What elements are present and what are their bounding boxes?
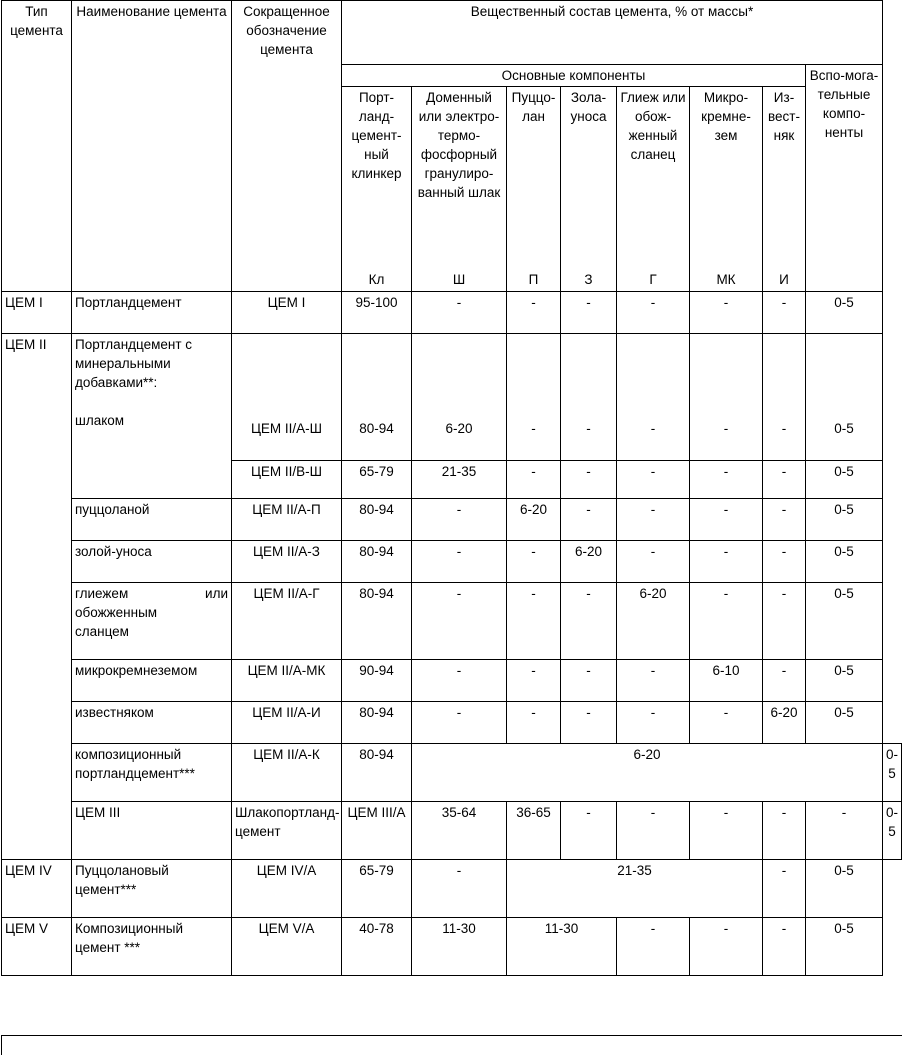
header-pozzolan [507, 87, 561, 292]
cell-kl: 80-94 [342, 334, 412, 461]
cell-name-slag: шлаком [75, 413, 125, 428]
cell-merged: 11-30 [507, 918, 617, 976]
cell-kl: 95-100 [342, 292, 412, 334]
cell-aux: 0-5 [883, 802, 902, 860]
symbol-clinker: Кл [368, 272, 385, 287]
table-row [2, 541, 902, 583]
header-name: Наименование цемента [72, 1, 232, 292]
cell-abbr: ЦЕМ II/А-Г [232, 583, 342, 660]
header-main-components: Основные компоненты [342, 65, 806, 87]
cell-kl: 90-94 [342, 660, 412, 702]
cell-aux: 0-5 [806, 660, 883, 702]
header-slag-label: Доменный или электро-термо-фосфорный гранулиро-ванный шлак [417, 90, 501, 200]
cell-type: ЦЕМ V [2, 918, 72, 976]
cell-type: ЦЕМ I [2, 292, 72, 334]
cell-name: Пуццолановый цемент*** [72, 860, 232, 918]
cell-kl: 80-94 [342, 499, 412, 541]
header-row [2, 1, 902, 65]
cell-aux: 0-5 [806, 292, 883, 334]
cell-kl: 80-94 [342, 744, 412, 802]
cell-abbr: ЦЕМ V/А [232, 918, 342, 976]
header-composition: Вещественный состав цемента, % от массы* [342, 1, 883, 65]
table-row [2, 660, 902, 702]
symbol-shale: Г [649, 272, 657, 287]
cell-aux: 0-5 [806, 702, 883, 744]
cell-sh: - [412, 499, 507, 541]
cell-name: Портландцемент [72, 292, 232, 334]
cell-z: - [617, 802, 690, 860]
cell-mk: - [690, 461, 763, 499]
cell-z: - [561, 334, 617, 461]
cell-kl: 65-79 [342, 860, 412, 918]
cell-merged: 6-20 [412, 744, 883, 802]
cell-z: 6-20 [561, 541, 617, 583]
cell-sh: 11-30 [412, 918, 507, 976]
header-limestone-label: Из-вест-няк [768, 90, 800, 143]
header-slag [412, 87, 507, 292]
cell-g: - [617, 660, 690, 702]
symbol-microsilica: МК [716, 272, 736, 287]
cell-sh: - [412, 583, 507, 660]
cell-aux: 0-5 [806, 583, 883, 660]
header-auxiliary-label: Вспо-мога-тельные компо-ненты [809, 68, 879, 140]
footnote-area-border [1, 1035, 902, 1055]
cell-kl: 80-94 [342, 541, 412, 583]
cell-mk: - [690, 541, 763, 583]
cell-p: - [507, 334, 561, 461]
cell-abbr: ЦЕМ I [232, 292, 342, 334]
cell-type: ЦЕМ III [72, 802, 232, 860]
cell-z: - [561, 660, 617, 702]
cell-name: микрокремнеземом [72, 660, 232, 702]
cell-i: - [763, 292, 806, 334]
header-clinker-label: Порт-ланд-цемент-ный клинкер [351, 90, 402, 181]
header-pozzolan-label: Пуццо-лан [511, 90, 556, 124]
header-abbr: Сокращенное обозначение цемента [232, 1, 342, 292]
header-limestone [763, 87, 806, 292]
cell-type: ЦЕМ IV [2, 860, 72, 918]
header-flyash [561, 87, 617, 292]
cell-name: Композиционный цемент *** [72, 918, 232, 976]
cement-composition-table [1, 0, 902, 976]
cell-type: ЦЕМ II [2, 334, 72, 860]
cell-i: - [763, 918, 806, 976]
cell-kl: 35-64 [412, 802, 507, 860]
cell-name: Шлакопортланд-цемент [232, 802, 342, 860]
cell-sh: 6-20 [412, 334, 507, 461]
cell-g: - [617, 461, 690, 499]
cell-i: - [763, 334, 806, 461]
cell-kl: 65-79 [342, 461, 412, 499]
cell-z: - [561, 292, 617, 334]
cell-name: золой-уноса [72, 541, 232, 583]
cell-g: - [617, 334, 690, 461]
cell-i: - [806, 802, 883, 860]
cell-abbr: ЦЕМ II/А-П [232, 499, 342, 541]
cell-abbr: ЦЕМ II/А-З [232, 541, 342, 583]
table-row [2, 802, 902, 860]
cell-i: - [763, 660, 806, 702]
cell-sh: - [412, 702, 507, 744]
table-row [2, 334, 902, 461]
header-type: Тип цемента [2, 1, 72, 292]
cell-mk: 6-10 [690, 660, 763, 702]
cell-p: - [561, 802, 617, 860]
cell-abbr: ЦЕМ II/В-Ш [232, 461, 342, 499]
cell-aux: 0-5 [883, 744, 902, 802]
cell-sh: 36-65 [507, 802, 561, 860]
header-flyash-label: Зола-уноса [570, 90, 607, 124]
cell-z: - [561, 499, 617, 541]
cell-mk: - [690, 583, 763, 660]
symbol-slag: Ш [452, 272, 466, 287]
cell-sh: - [412, 860, 507, 918]
cell-abbr: ЦЕМ II/А-К [232, 744, 342, 802]
cem2-intro: Портландцемент с минеральными добавками**: [75, 337, 193, 390]
cell-abbr: ЦЕМ II/А-МК [232, 660, 342, 702]
symbol-pozzolan: П [528, 272, 539, 287]
cell-z: - [561, 583, 617, 660]
table-row [2, 292, 902, 334]
cell-mk: - [690, 918, 763, 976]
cell-name: известняком [72, 702, 232, 744]
cell-i: 6-20 [763, 702, 806, 744]
cell-p: 6-20 [507, 499, 561, 541]
cell-kl: 80-94 [342, 583, 412, 660]
cell-sh: - [412, 292, 507, 334]
cell-abbr: ЦЕМ II/А-Ш [232, 334, 342, 461]
cell-p: - [507, 461, 561, 499]
cell-name [72, 583, 232, 660]
cell-g: - [690, 802, 763, 860]
cell-name: композиционный портландцемент*** [72, 744, 232, 802]
cell-g: - [617, 702, 690, 744]
cell-name [72, 334, 232, 499]
cell-z: - [561, 461, 617, 499]
cell-sh: 21-35 [412, 461, 507, 499]
cell-i: - [763, 461, 806, 499]
cell-abbr: ЦЕМ IV/А [232, 860, 342, 918]
header-microsilica-label: Микро-кремне-зем [701, 90, 751, 143]
shale-line1 [75, 584, 228, 603]
cell-i: - [763, 860, 806, 918]
cell-g: 6-20 [617, 583, 690, 660]
cell-aux: 0-5 [806, 860, 883, 918]
cell-g: - [617, 541, 690, 583]
table-row [2, 583, 902, 660]
cell-mk: - [690, 334, 763, 461]
cell-kl: 80-94 [342, 702, 412, 744]
cell-g: - [617, 292, 690, 334]
cell-aux: 0-5 [806, 499, 883, 541]
cell-abbr: ЦЕМ III/А [342, 802, 412, 860]
header-shale-label: Глиеж или обож-женный сланец [620, 90, 686, 162]
shale-word3: обожженным сланцем [75, 605, 158, 639]
cell-sh: - [412, 541, 507, 583]
cell-aux: 0-5 [806, 918, 883, 976]
cell-p: - [507, 702, 561, 744]
table-row [2, 499, 902, 541]
cell-i: - [763, 583, 806, 660]
table-row [2, 918, 902, 976]
cell-kl: 40-78 [342, 918, 412, 976]
cell-i: - [763, 499, 806, 541]
cell-g: - [617, 499, 690, 541]
cell-p: - [507, 660, 561, 702]
cell-name: пуццоланой [72, 499, 232, 541]
cell-sh: - [412, 660, 507, 702]
cell-merged: 21-35 [507, 860, 763, 918]
shale-word2: или [205, 586, 228, 601]
cell-mk: - [763, 802, 806, 860]
symbol-flyash: З [584, 272, 593, 287]
cell-p: - [507, 292, 561, 334]
header-shale [617, 87, 690, 292]
cell-i: - [763, 541, 806, 583]
cell-mk: - [690, 292, 763, 334]
cell-mk: - [690, 499, 763, 541]
table-row [2, 744, 902, 802]
cell-aux: 0-5 [806, 541, 883, 583]
cell-g: - [617, 918, 690, 976]
header-auxiliary [806, 65, 883, 292]
table-row [2, 702, 902, 744]
cell-p: - [507, 583, 561, 660]
symbol-limestone: И [779, 272, 789, 287]
cell-mk: - [690, 702, 763, 744]
cell-p: - [507, 541, 561, 583]
cell-z: - [561, 702, 617, 744]
cell-aux: 0-5 [806, 334, 883, 461]
header-microsilica [690, 87, 763, 292]
table-row [2, 860, 902, 918]
cell-abbr: ЦЕМ II/А-И [232, 702, 342, 744]
header-clinker [342, 87, 412, 292]
cell-aux: 0-5 [806, 461, 883, 499]
shale-word1: глиежем [75, 586, 129, 601]
